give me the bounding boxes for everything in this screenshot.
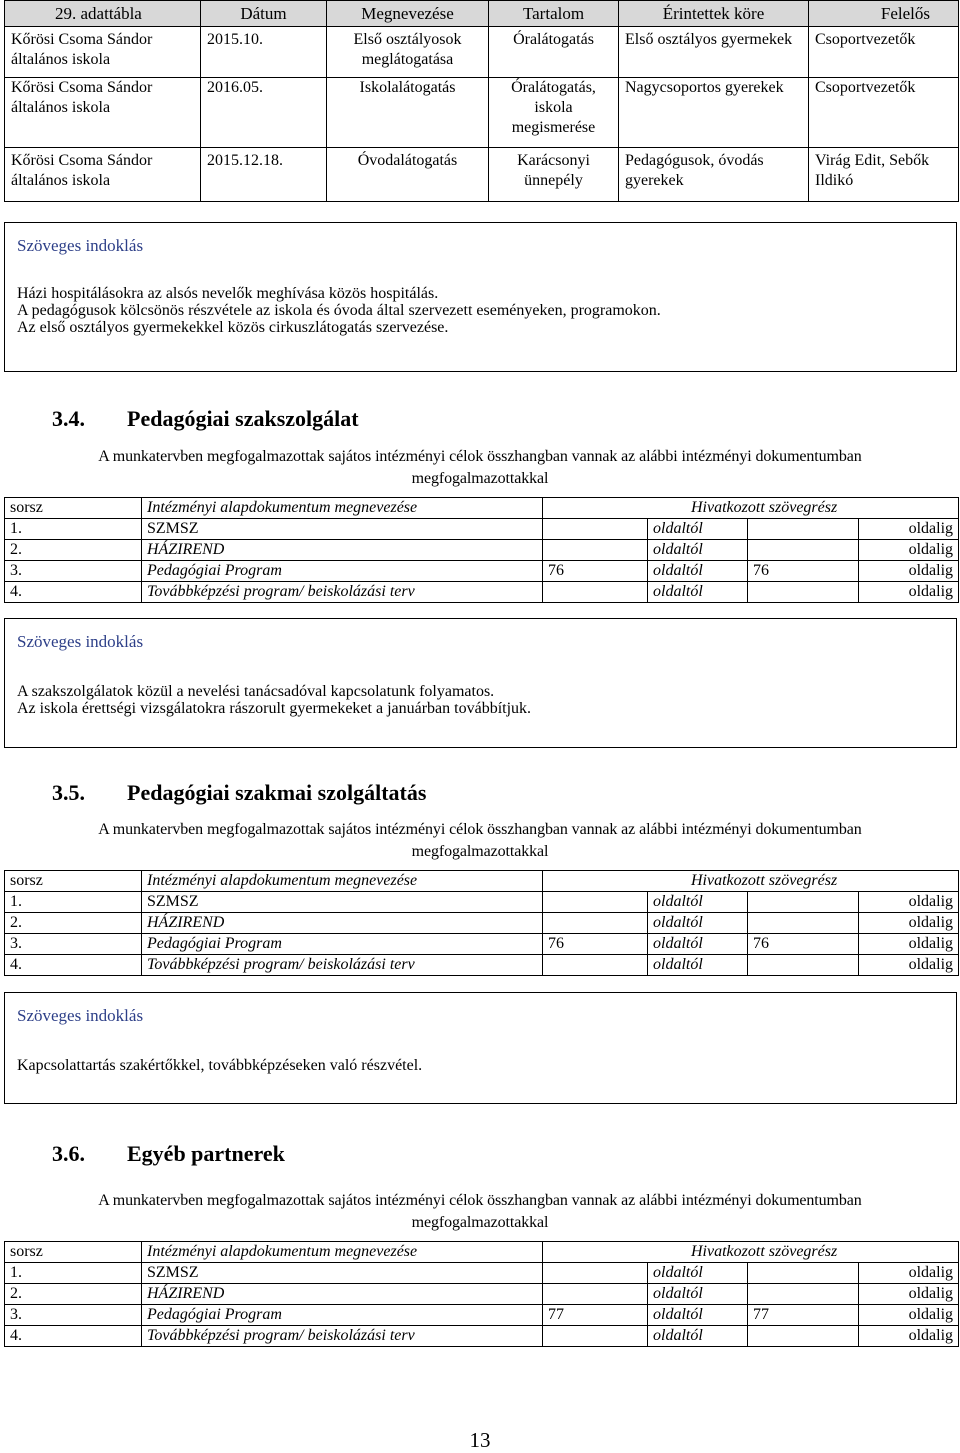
ref-from: 76 <box>543 561 648 582</box>
events-name: Iskolalátogatás <box>327 78 489 148</box>
reference-table <box>4 497 959 603</box>
ref-to-label: oldalig <box>859 913 959 934</box>
ref-num: 2. <box>5 540 142 561</box>
ref-to <box>748 892 859 913</box>
justification-box <box>4 618 957 748</box>
ref-to-label: oldalig <box>859 561 959 582</box>
ref-header-cited: Hivatkozott szövegrész <box>543 1242 959 1263</box>
ref-from-label: oldaltól <box>648 1305 748 1326</box>
justification-line: Az iskola érettségi vizsgálatokra rászorult gyermekeket a januárban továbbítjuk. <box>17 700 532 717</box>
ref-header-num: sorsz <box>5 871 142 892</box>
ref-to <box>748 1284 859 1305</box>
ref-doc: Továbbképzési program/ beiskolázási terv <box>142 955 543 976</box>
ref-from <box>543 582 648 603</box>
ref-to-label: oldalig <box>859 934 959 955</box>
events-affected: Első osztályos gyermekek <box>619 27 809 78</box>
reference-row <box>5 1305 959 1326</box>
intro-line: A munkatervben megfogalmazottak sajátos intézményi célok összhangban vannak az alábbi intézményi dokumentumban <box>98 1192 862 1209</box>
ref-from <box>543 540 648 561</box>
justification-text <box>17 683 531 717</box>
ref-to <box>748 540 859 561</box>
ref-to-label: oldalig <box>859 582 959 603</box>
reference-row <box>5 1326 959 1347</box>
ref-num: 1. <box>5 1263 142 1284</box>
reference-row <box>5 582 959 603</box>
events-date: 2015.12.18. <box>201 148 327 202</box>
ref-to <box>748 1326 859 1347</box>
events-header-content: Tartalom <box>489 1 619 27</box>
intro-line: megfogalmazottakkal <box>411 843 549 860</box>
ref-to <box>748 913 859 934</box>
ref-num: 2. <box>5 913 142 934</box>
ref-doc: SZMSZ <box>142 1263 543 1284</box>
reference-header-row <box>5 498 959 519</box>
ref-num: 4. <box>5 955 142 976</box>
justification-line: Az első osztályos gyermekekkel közös cirkuszlátogatás szervezése. <box>17 319 449 336</box>
events-header-table-name: 29. adattábla <box>5 1 201 27</box>
justification-box <box>4 992 957 1104</box>
ref-doc: SZMSZ <box>142 519 543 540</box>
ref-num: 1. <box>5 892 142 913</box>
section-intro <box>0 1190 960 1234</box>
events-content: Karácsonyi ünnepély <box>489 148 619 202</box>
events-school: Kőrösi Csoma Sándor általános iskola <box>5 27 201 78</box>
ref-from-label: oldaltól <box>648 892 748 913</box>
ref-to-label: oldalig <box>859 955 959 976</box>
ref-doc: Továbbképzési program/ beiskolázási terv <box>142 582 543 603</box>
events-responsible: Csoportvezetők <box>809 27 959 78</box>
reference-table <box>4 870 959 976</box>
ref-from: 77 <box>543 1305 648 1326</box>
ref-from <box>543 519 648 540</box>
ref-num: 1. <box>5 519 142 540</box>
events-header-affected: Érintettek köre <box>619 1 809 27</box>
ref-header-doc: Intézményi alapdokumentum megnevezése <box>142 871 543 892</box>
ref-num: 2. <box>5 1284 142 1305</box>
ref-header-num: sorsz <box>5 1242 142 1263</box>
ref-to <box>748 519 859 540</box>
ref-to-label: oldalig <box>859 540 959 561</box>
intro-line: megfogalmazottakkal <box>411 1214 549 1231</box>
justification-title: Szöveges indoklás <box>17 236 144 255</box>
reference-row <box>5 1263 959 1284</box>
events-row <box>5 148 959 202</box>
events-responsible: Csoportvezetők <box>809 78 959 148</box>
ref-doc: HÁZIREND <box>142 913 543 934</box>
events-header-date: Dátum <box>201 1 327 27</box>
ref-from-label: oldaltól <box>648 1284 748 1305</box>
reference-row <box>5 519 959 540</box>
events-row <box>5 27 959 78</box>
events-name: Óvodalátogatás <box>327 148 489 202</box>
ref-header-doc: Intézményi alapdokumentum megnevezése <box>142 1242 543 1263</box>
events-school: Kőrösi Csoma Sándor általános iskola <box>5 148 201 202</box>
ref-doc: SZMSZ <box>142 892 543 913</box>
section-intro <box>0 446 960 490</box>
ref-to: 76 <box>748 934 859 955</box>
events-date: 2016.05. <box>201 78 327 148</box>
ref-from-label: oldaltól <box>648 519 748 540</box>
ref-to-label: oldalig <box>859 519 959 540</box>
events-table <box>4 0 959 202</box>
ref-to <box>748 1263 859 1284</box>
section-number: 3.4. <box>52 406 85 431</box>
ref-from-label: oldaltól <box>648 934 748 955</box>
ref-header-cited: Hivatkozott szövegrész <box>543 871 959 892</box>
ref-num: 3. <box>5 934 142 955</box>
intro-line: A munkatervben megfogalmazottak sajátos intézményi célok összhangban vannak az alábbi intézményi dokumentumban <box>98 448 862 465</box>
ref-to-label: oldalig <box>859 892 959 913</box>
section-title: Pedagógiai szakmai szolgáltatás <box>127 780 427 805</box>
reference-header-row <box>5 1242 959 1263</box>
ref-from-label: oldaltól <box>648 561 748 582</box>
section-intro <box>0 819 960 863</box>
ref-from-label: oldaltól <box>648 1326 748 1347</box>
intro-line: megfogalmazottakkal <box>411 470 549 487</box>
justification-title: Szöveges indoklás <box>17 632 144 651</box>
events-header-name: Megnevezése <box>327 1 489 27</box>
justification-text <box>17 285 661 336</box>
ref-from-label: oldaltól <box>648 913 748 934</box>
section-number: 3.6. <box>52 1141 85 1166</box>
ref-doc: Pedagógiai Program <box>142 561 543 582</box>
ref-doc: HÁZIREND <box>142 1284 543 1305</box>
section-title: Egyéb partnerek <box>127 1141 285 1166</box>
ref-from <box>543 1263 648 1284</box>
ref-from-label: oldaltól <box>648 582 748 603</box>
ref-to-label: oldalig <box>859 1284 959 1305</box>
justification-box <box>4 222 957 372</box>
reference-row <box>5 955 959 976</box>
ref-doc: Pedagógiai Program <box>142 934 543 955</box>
ref-from-label: oldaltól <box>648 1263 748 1284</box>
justification-title: Szöveges indoklás <box>17 1006 144 1025</box>
events-affected: Pedagógusok, óvodás gyerekek <box>619 148 809 202</box>
ref-from: 76 <box>543 934 648 955</box>
ref-header-doc: Intézményi alapdokumentum megnevezése <box>142 498 543 519</box>
reference-row <box>5 913 959 934</box>
events-content: Óralátogatás <box>489 27 619 78</box>
ref-from-label: oldaltól <box>648 540 748 561</box>
ref-num: 4. <box>5 1326 142 1347</box>
ref-doc: HÁZIREND <box>142 540 543 561</box>
ref-header-num: sorsz <box>5 498 142 519</box>
events-affected: Nagycsoportos gyerekek <box>619 78 809 148</box>
ref-to-label: oldalig <box>859 1326 959 1347</box>
events-school: Kőrösi Csoma Sándor általános iskola <box>5 78 201 148</box>
reference-row <box>5 561 959 582</box>
reference-row <box>5 1284 959 1305</box>
events-header-row <box>5 1 959 27</box>
ref-from <box>543 955 648 976</box>
reference-row <box>5 892 959 913</box>
events-content: Óralátogatás, iskola megismerése <box>489 78 619 148</box>
events-name: Első osztályosok meglátogatása <box>327 27 489 78</box>
events-responsible: Virág Edit, Sebők Ildikó <box>809 148 959 202</box>
reference-header-row <box>5 871 959 892</box>
ref-from <box>543 1326 648 1347</box>
justification-line: A pedagógusok kölcsönös részvétele az iskola és óvoda által szervezett eseményeken, programokon. <box>17 302 661 319</box>
ref-from <box>543 892 648 913</box>
justification-line: Házi hospitálásokra az alsós nevelők meghívása közös hospitálás. <box>17 285 439 302</box>
justification-text <box>17 1057 422 1074</box>
section-title: Pedagógiai szakszolgálat <box>127 406 359 431</box>
ref-num: 3. <box>5 1305 142 1326</box>
page-number: 13 <box>469 1428 491 1452</box>
ref-to-label: oldalig <box>859 1305 959 1326</box>
reference-table <box>4 1241 959 1347</box>
ref-num: 4. <box>5 582 142 603</box>
reference-row <box>5 540 959 561</box>
ref-to: 76 <box>748 561 859 582</box>
justification-line: A szakszolgálatok közül a nevelési tanácsadóval kapcsolatunk folyamatos. <box>17 683 495 700</box>
section-number: 3.5. <box>52 780 85 805</box>
ref-from-label: oldaltól <box>648 955 748 976</box>
ref-to: 77 <box>748 1305 859 1326</box>
intro-line: A munkatervben megfogalmazottak sajátos intézményi célok összhangban vannak az alábbi intézményi dokumentumban <box>98 821 862 838</box>
events-row <box>5 78 959 148</box>
ref-from <box>543 1284 648 1305</box>
events-header-responsible: Felelős <box>809 1 959 27</box>
events-date: 2015.10. <box>201 27 327 78</box>
ref-to-label: oldalig <box>859 1263 959 1284</box>
ref-doc: Továbbképzési program/ beiskolázási terv <box>142 1326 543 1347</box>
ref-doc: Pedagógiai Program <box>142 1305 543 1326</box>
ref-to <box>748 955 859 976</box>
ref-from <box>543 913 648 934</box>
ref-to <box>748 582 859 603</box>
justification-line: Kapcsolattartás szakértőkkel, továbbképzéseken való részvétel. <box>17 1057 423 1074</box>
ref-header-cited: Hivatkozott szövegrész <box>543 498 959 519</box>
ref-num: 3. <box>5 561 142 582</box>
reference-row <box>5 934 959 955</box>
